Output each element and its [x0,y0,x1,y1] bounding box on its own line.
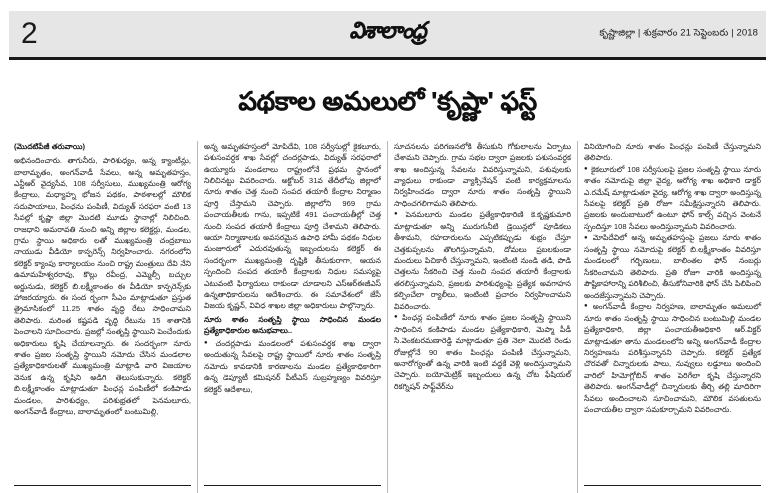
bullet-paragraph: ● చందర్లపాడు మండలంలో పశుసంవర్ధక శాఖ ద్వారా అందుతున్న సేవలపై రాష్ట్ర స్థాయిలో నూరు శాతం సంతృప్తి నమోదు కావడానికి కారణాలను మండల ప్రత్యేకాధికారిగా ఉన్న డెప్యూటీ కమిషనర్ పీటీఎస్ సుబ్రహ్మణ్యం వివరిస్తూ కలెక్టర్ ఆదేశాలు, [204,338,381,395]
bullet-paragraph: ● పెనమలూరు మండల ప్రత్యేకాధికారిణి కె.కృష్ణకుమారి మాట్లాడుతూ అన్ని మురుగునీటి డ్రెయిన్లలో పూడికలు తీశామని, రహదారులను ఎప్పటికప్పుడు శుభ్రం చేస్తూ చెత్తకుప్పలను తొలగిస్తున్నామని, దోమలు ప్రబలకుండా మందులు పిచికారీ చేస్తున్నామని, ఇంటింటి నుండి తడి, పొడి చెత్తలను సేకరించి చెత్త నుంచి సంపద తయారీ కేంద్రాలకు తరలిస్తున్నామని, ప్రజలకు పారిశుధ్యంపై ప్రత్యేక అవగాహన కల్పించేలా ర్యాలీలు, ఇంటింటి ప్రచారం నిర్వహించామని వివరించారు. [394,209,571,312]
column-subheading: నూరు శాతం సంతృప్తి స్థాయి సాధించిన మండల ప్రత్యేకాధికారుల అనుభవాలు.. [204,314,381,336]
headline-container [0,70,775,135]
column-bottom-rule [14,485,191,486]
column-bottom-rule [204,485,381,486]
page-number: 2 [21,17,37,50]
masthead [9,11,766,60]
masthead-title-text: విశాలాంధ్ర [349,18,426,43]
bullet-paragraph: ● కైకలూరులో 108 సర్వీసులపై ప్రజల సంతృప్తి స్థాయి నూరు శాతం నమోదుపై జిల్లా వైద్య, ఆరోగ్య శాఖ అధికారి డాక్టర్ ఎ.రమేష్ మాట్లాడుతూ వైద్య, ఆరోగ్య శాఖ ద్వారా అందిస్తున్న సేవలపై కలెక్టర్ ప్రతి రోజూ సమీక్షిస్తున్నారని తెలిపారు. ప్రజలకు అందుబాటులో ఉంటూ ఫోన్ కాల్స్ వచ్చిన వెంటనే స్పందిస్తూ 108 సేవలు అందిస్తున్నామని వివరించారు. [584,164,761,233]
masthead-dateline: కృష్ణాజిల్లా | శుక్రవారం 21 సెప్టెంబరు | 2018 [599,27,758,39]
article-column-4 [577,141,767,493]
bullet-paragraph: ● అంగన్‌వాడీ కేంద్రాల నిర్వహణ, బాలామృతం అమలులో నూరు శాతం సంతృప్తి స్థాయి సాధించిన బంటుమిల్లి మండల ప్రత్యేకాధికారి, జిల్లా పంచాయతీఅధికారి ఆర్.విక్టర్ మాట్లాడుతూ తాను మండలంలోని అన్ని అంగన్‌వాడీ కేంద్రాల నిర్వహణను పరిశీస్తున్నానని చెప్పారు. కలెక్టర్ ప్రత్యేక చొరవతో చిన్నారులకు పాలు, నువ్వులు లడ్డూలు అందించి వారిలో హిమోగ్లోబిన్ శాతం పెరిగేలా కృషి చేస్తున్నారని తెలిపారు. అంగన్‌వాడీల్లో చిన్నారులకు తీర్చి తల్లి మాదిరిగా సేవలు అందించాలని సూచించామని, మౌలిక వసతులను పంచాయతీల ద్వారా సమకూర్చామని వివరించారు. [584,301,761,415]
article-column-2 [197,141,387,493]
newspaper-page [0,11,775,459]
paragraph: వినియోగించి నూరు శాతం పింఛన్లు పంపిణీ చేస్తున్నామని తెలిపారు. [584,141,761,163]
article-column-3 [387,141,577,493]
paragraph: సూచనలను పరిగణనలోకి తీసుకుని గోకులాలను ఏర్పాటు చేశామని చెప్పారు. గ్రామ సభల ద్వారా ప్రజలకు పశుసంవర్ధక శాఖ అందిస్తున్న సేవలను వివరిస్తున్నామని, పశువులకు వ్యాధులు రాకుండా వ్యాక్సినేషన్ వంటి కార్యక్రమాలను నిర్వహించడం ద్వారా నూరు శాతం సంతృప్తి స్థాయిని సాధించగలిగామని తెలిపారు. [394,141,571,208]
continued-from-page-one: (మొదటిపేజీ తరువాయి) [14,141,86,151]
column-bottom-rule [584,485,761,486]
article-column-1 [8,141,197,493]
bullet-paragraph: ● మోపిదేవిలో అన్న అమృతహస్తంపై ప్రజలు నూరు శాతం సంతృప్తి స్థాయి నమోదుపై కలెక్టర్ బి.లక్ష్మీకాంతం వివరిస్తూ మండలంలో గర్భిణులు, బాలింతల ఫోన్ నంబర్లు సేకరించామని తెలిపారు. ప్రతి రోజూ వారికి అందిస్తున్న పౌష్టికాహారాన్ని పరిశీలించి, తీసుకోనివారికి ఫోన్ చేసి పిలిపించి అందజేస్తున్నామని చెప్పారు. [584,232,761,301]
paragraph: అభినందించారు. తాగునీరు, పారిశుధ్యం, అన్న క్యాంటీన్లు, బాలామృతం, అంగన్‌వాడీ సేవలు, అన్న అమృతహస్తం, ఎన్టీఆర్ వైద్యసేవ, 108 సర్వీసులు, ముఖ్యమంత్రి ఆరోగ్య కేంద్రాలు, మధ్యాహ్న భోజన పథకం, పాఠశాలల్లో మౌలిక సదుపాయాలు, పింఛను పంపిణీ, విద్యుత్ సరఫరా వంటి 13 సేవల్లో కృష్ణా జిల్లా మొదటి మూడు స్థానాల్లో నిలిచింది. రాజధాని అమరావతి నుంచి అన్ని జిల్లాల కలెక్టర్లు, మండల, గ్రామ స్థాయి అధికారు లతో ముఖ్యమంత్రి చంద్రబాబు నాయుడు వీడియో కాన్ఫరెన్స్ నిర్వహించారు. నగరంలోని కలెక్టర్ క్యాంపు కార్యాలయం నుంచి రాష్ట్ర మంత్రులు దేవి నేని ఉమామహేశ్వరరావు, కొల్లు రవీంద్ర, ఎమ్మెల్సీ బచ్చుల అర్జునుడు, కలెక్టర్ బి.లక్ష్మీకాంతం ఈ వీడియో కాన్ఫరెన్స్‌కు హాజరయ్యారు. ఈ సంద ర్భంగా సీఎం మాట్లాడుతూ ప్రస్తుత త్రైమాసికంలో 11.25 శాతం వృద్ధి రేటు సాధించామని తెలిపారు. మరింత కష్టపడి వృద్ధి రేటును 15 శాతానికి పెంచాలని సూచించారు. ప్రజల్లో సంతృప్తి స్థాయిని పెంచేందుకు అధికారులు కృషి చేయాలన్నారు. ఈ సందర్భంగా నూరు శాతం ప్రజల సంతృప్తి స్థాయిని నమోదు చేసిన మండలాల ప్రత్యేకాధికారులతో ముఖ్యమంత్రి మాట్లాడి వారి విజయాల వెనుక ఉన్న కృషిని అడిగి తెలుసుకున్నారు. కలెక్టర్ బి.లక్ష్మీకాంతం మాట్లాడుతూ పింఛన్ల పంపిణీలో కంకిపాడు మండలం, పారిశుధ్యం, పరిశుభ్రతలో పెనమలూరు, అంగన్‌వాడీ కేంద్రాలు, బాలామృతంలో బంటుమిల్లి, [14,156,191,417]
bullet-paragraph: ● పింఛన్ల పంపిణీలో నూరు శాతం ప్రజల సంతృప్తి స్థాయిని సాధించిన కంకిపాడు మండల ప్రత్యేకాధికారి, మెప్మా పీడీ సి.వెంకటరమణారెడ్డి మాట్లాడుతూ ప్రతి నెలా మొదటి రెండు రోజుల్లోనే 90 శాతం పింఛన్లు పంపిణీ చేస్తున్నామని, అనారోగ్యంతో ఉన్న వారికి ఇంటి వద్దకే వెళ్లి అందిస్తున్నామని చెప్పారు. బయోమెట్రిక్ ఇబ్బందులు ఉన్న చోట ఫేషియల్ రికగ్నిషన్ సాఫ్ట్‌వేర్‌ను [394,312,571,392]
article-columns [8,141,767,493]
article-headline: పథకాల అమలులో 'కృష్ణా' ఫస్ట్ [238,86,537,117]
paragraph: అన్న అమృతహస్తంలో మోపిదేవి, 108 సర్వీసుల్లో కైకలూరు, పశుసంవర్ధక శాఖ సేవల్లో చందర్లపాడు, విద్యుత్ సరఫరాలో ఉయ్యూరు మండలాలు రాష్ట్రంలోనే ప్రథమ స్థానంలో నిలిచినట్టు వివరించారు. అక్టోబర్ 31వ తేదీలోపు జిల్లాలో నూరు శాతం చెత్త నుంచి సంపద తయారీ కేంద్రాల నిర్మాణం పూర్తి చేస్తామని చెప్పారు. జిల్లాలోని 969 గ్రామ పంచాయతీలకు గాను, ఇప్పటికే 491 పంచాయతీల్లో చెత్త నుంచి సంపద తయారీ కేంద్రాలు పూర్తి చేశామని తెలిపారు. ఆయా నిర్మాణాలకు అవసరమైన ఉపాధి హామీ పథకం నిధుల మంజూరులో ఎదురవుతున్న ఇబ్బందులను కలెక్టర్ ఈ సందర్భంగా ముఖ్యమంత్రి దృష్టికి తీసుకురాగా, ఆయన స్పందించి సంపద తయారీ కేంద్రాలకు నిధుల సమస్యపై ఎటువంటి ఫిర్యాదులు రాకుండా చూడాలని ఎస్‌ఆర్‌ఈజీఎస్ ఉన్నతాధికారులను ఆదేశించారు. ఈ సమావేశంలో జేసీ విజయ కృష్ణన్, వివిధ శాఖల జిల్లా అధికారులు పాల్గొన్నారు. [204,141,381,311]
